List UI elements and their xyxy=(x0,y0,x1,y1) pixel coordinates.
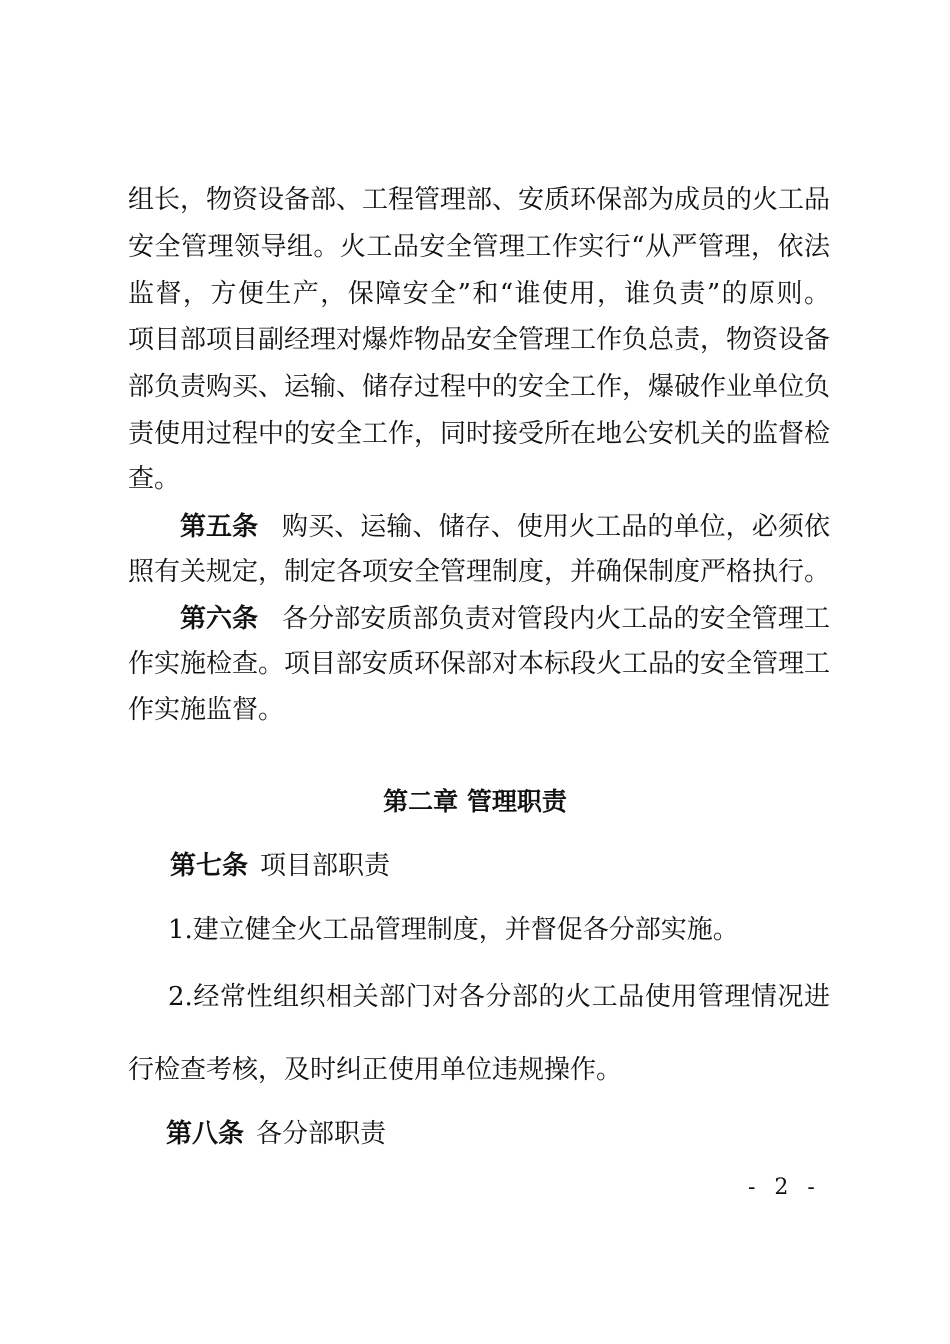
article-5-label: 第五条 xyxy=(180,512,259,542)
article-7-text: 项目部职责 xyxy=(260,851,391,881)
chapter-heading: 第二章 管理职责 xyxy=(383,787,567,816)
article-8-text: 各分部职责 xyxy=(256,1119,387,1149)
article-5-text: 照有关规定，制定各项安全管理制度，并确保制度严格执行。 xyxy=(128,557,831,587)
article-6-text: 作实施监督。 xyxy=(128,695,285,725)
text-line: 查。 xyxy=(128,464,181,494)
article-8-label: 第八条 xyxy=(166,1119,245,1149)
text-line: 组长，物资设备部、工程管理部、安质环保部为成员的火工品 xyxy=(128,185,831,215)
page-number: - 2 - xyxy=(748,1175,821,1200)
text-line: 责使用过程中的安全工作，同时接受所在地公安机关的监督检 xyxy=(128,419,831,449)
article-6-text: 各分部安质部负责对管段内火工品的安全管理工 xyxy=(282,604,830,634)
text-line: 安全管理领导组。火工品安全管理工作实行“从严管理，依法 xyxy=(128,232,830,262)
text-line: 项目部项目副经理对爆炸物品安全管理工作负总责，物资设备 xyxy=(128,325,831,355)
article-5-text: 购买、运输、储存、使用火工品的单位，必须依 xyxy=(282,512,830,542)
text-line: 监督，方便生产，保障安全”和“谁使用，谁负责”的原则。 xyxy=(128,279,830,309)
article-7-label: 第七条 xyxy=(170,851,249,881)
text-line: 部负责购买、运输、储存过程中的安全工作，爆破作业单位负 xyxy=(128,372,831,402)
article-7-item-1: 1.建立健全火工品管理制度，并督促各分部实施。 xyxy=(168,915,739,945)
article-6-label: 第六条 xyxy=(180,604,259,634)
article-7-item-2-continued: 行检查考核，及时纠正使用单位违规操作。 xyxy=(128,1055,623,1085)
article-7-item-2: 2.经常性组织相关部门对各分部的火工品使用管理情况进 xyxy=(168,982,830,1012)
article-6-text: 作实施检查。项目部安质环保部对本标段火工品的安全管理工 xyxy=(128,649,831,679)
